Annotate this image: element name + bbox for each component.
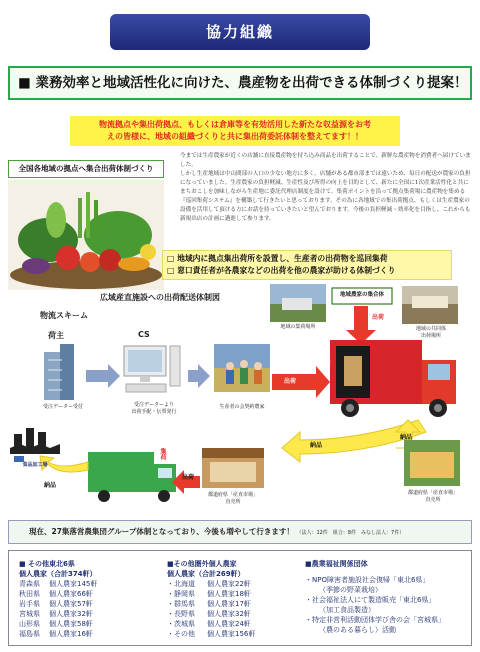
list-item: （季節の野菜栽培） xyxy=(319,586,382,594)
list-item: ・茨城県 個人農家24軒 xyxy=(167,620,251,628)
truck-icon xyxy=(330,340,456,417)
wide-caption: 地域の共同体 出荷場所 xyxy=(415,326,446,339)
tohoku-column xyxy=(19,559,97,639)
ship-label: 出荷 xyxy=(284,378,297,385)
truck-text: 集荷 xyxy=(323,354,331,368)
list-item: ・長野県 個人農家32軒 xyxy=(167,610,251,618)
arrow-icon xyxy=(188,364,210,388)
deliver-label: 納品 xyxy=(400,434,413,441)
status-text: 現在、27集落営農集団グループ体制となっており、今後も増やして行きます！ xyxy=(29,527,294,536)
status-bar xyxy=(8,520,472,544)
headline: ■ 業務効率と地域活性化に向けた、農産物を出荷できる体制づくり提案！ xyxy=(8,66,472,100)
bullet-item: □ 窓口責任者が各農家などの出荷を他の農家が助ける体制づくり xyxy=(167,266,396,275)
status-small: （法人：12件 組合：8件 みなし法人：7件） xyxy=(296,530,405,536)
list-item: ・その他 個人農家156軒 xyxy=(167,630,256,638)
column-head: ■農業福祉関係団体 xyxy=(305,560,368,568)
body-paragraph: 今までは生産農家が近くの店舗に直接農産物を持ち込み商品を出荷することで、新鮮な農産物を消費者へ届けていました。 xyxy=(180,153,471,168)
deliver-label: 納品 xyxy=(310,442,323,449)
list-item: ・群馬県 個人農家17軒 xyxy=(167,600,251,608)
list-item: （農のある暮らし）活動 xyxy=(319,626,396,634)
list-item: ・特定非営利活動団体学び舎の会「宮城県」 xyxy=(305,616,445,624)
list-item: （加工食品製造） xyxy=(319,606,375,614)
list-item: 山形県 個人農家58軒 xyxy=(19,620,93,628)
list-item: 秋田県 個人農家66軒 xyxy=(19,590,93,598)
list-item: 岩手県 個人農家57軒 xyxy=(19,600,93,608)
ship-label: 出荷 xyxy=(372,314,385,321)
cs-label: CS xyxy=(138,330,150,339)
factory-caption: 食品加工場 xyxy=(22,462,48,468)
proposal-line: 物流拠点や集出荷拠点、もしくは倉庫等を有効活用した新たな収益源をお考 xyxy=(99,120,371,129)
computer-icon xyxy=(124,346,180,392)
column-head: ■その他圏外個人農家 xyxy=(167,560,237,568)
group-label: 地域農家の集合体 xyxy=(339,292,384,298)
welfare-column xyxy=(305,559,445,635)
list-item: 青森県 個人農家145軒 xyxy=(19,580,98,588)
market-photo xyxy=(202,448,264,488)
arrow-icon xyxy=(86,364,120,388)
organizations-box xyxy=(8,550,472,646)
wide-collection-photo xyxy=(402,286,458,324)
shipper-caption: 受注データー受付 xyxy=(42,404,83,410)
cs-caption: 受注データーより 出荷手配・伝票発行 xyxy=(131,402,177,415)
proposal-line: えの皆様に、地域の組織づくりと共に集出荷委託体制を整えてます！！ xyxy=(107,132,363,141)
list-item: 宮城県 個人農家32軒 xyxy=(19,610,93,618)
bullet-item: □ 地域内に拠点集出荷所を設置し、生産者の出荷物を巡回集荷 xyxy=(167,254,388,263)
list-item: ・北海道 個人農家22軒 xyxy=(167,580,251,588)
page-title: 協力組織 xyxy=(110,14,370,50)
farmers-photo xyxy=(214,344,270,392)
arrow-icon xyxy=(272,366,330,398)
small-truck-text: 集荷 xyxy=(159,448,166,460)
body-paragraph: しかし生産地域は中山間部の人口の少ない地方に多く、店舗がある都市部までは遠いため、毎日の配送が農家の負担になっていました。生産農家の負担軽減、生産性及び所得の向上を目的として、新たに全国に1次産業活性化と共にまちおこしを加味しながら生産地に委託代理店制度を設けて、集荷ポイントを沿って拠点集荷場に農産物を集める『巡回集荷システム』を構築して行きたいと思っております。その為に各地域での集出荷拠点、もしくは生産農家の設備を活用して頂ける方にお話を持っていきたいと望んでおります。今後の負担軽減・効率化を目指し、これからも新規出店の計画に邁進して参ります。 xyxy=(180,171,471,222)
market-caption: 都道府県「産直市場」 直売所 xyxy=(207,492,258,505)
ship-label: 出荷 xyxy=(182,474,195,481)
local-caption: 地域の集荷場所 xyxy=(280,324,316,330)
deliver-label: 納品 xyxy=(44,482,57,489)
factory-icon xyxy=(10,428,60,462)
shipper-label: 荷主 xyxy=(48,331,64,340)
diagram-title: 広域産直施設への出荷配送体制図 xyxy=(100,293,220,302)
list-item: 福島県 個人農家16軒 xyxy=(19,630,93,638)
list-item: ・NPO障害者施設社会復帰「東北6県」 xyxy=(305,576,430,584)
flow-label: 物流スキーム xyxy=(40,311,88,320)
base-label: 全国各地域の拠点へ集合出荷体制づくり xyxy=(8,160,164,178)
list-item: ・静岡県 個人農家18軒 xyxy=(167,590,251,598)
market-caption: 都道府県「産直市場」 直売所 xyxy=(407,490,458,503)
other-column xyxy=(167,559,255,639)
market-photo xyxy=(404,440,460,486)
column-sub: 個人農家（合計269軒） xyxy=(167,570,245,578)
local-collection-photo xyxy=(270,284,326,322)
column-sub: 個人農家（合計374軒） xyxy=(19,570,97,578)
list-item: ・社会福祉法人にて製造販売「東北6県」 xyxy=(305,596,436,604)
farmers-caption: 生産者の会契約農家 xyxy=(219,404,265,410)
column-head: ■ その他東北6県 xyxy=(19,560,75,568)
building-icon xyxy=(44,344,74,400)
